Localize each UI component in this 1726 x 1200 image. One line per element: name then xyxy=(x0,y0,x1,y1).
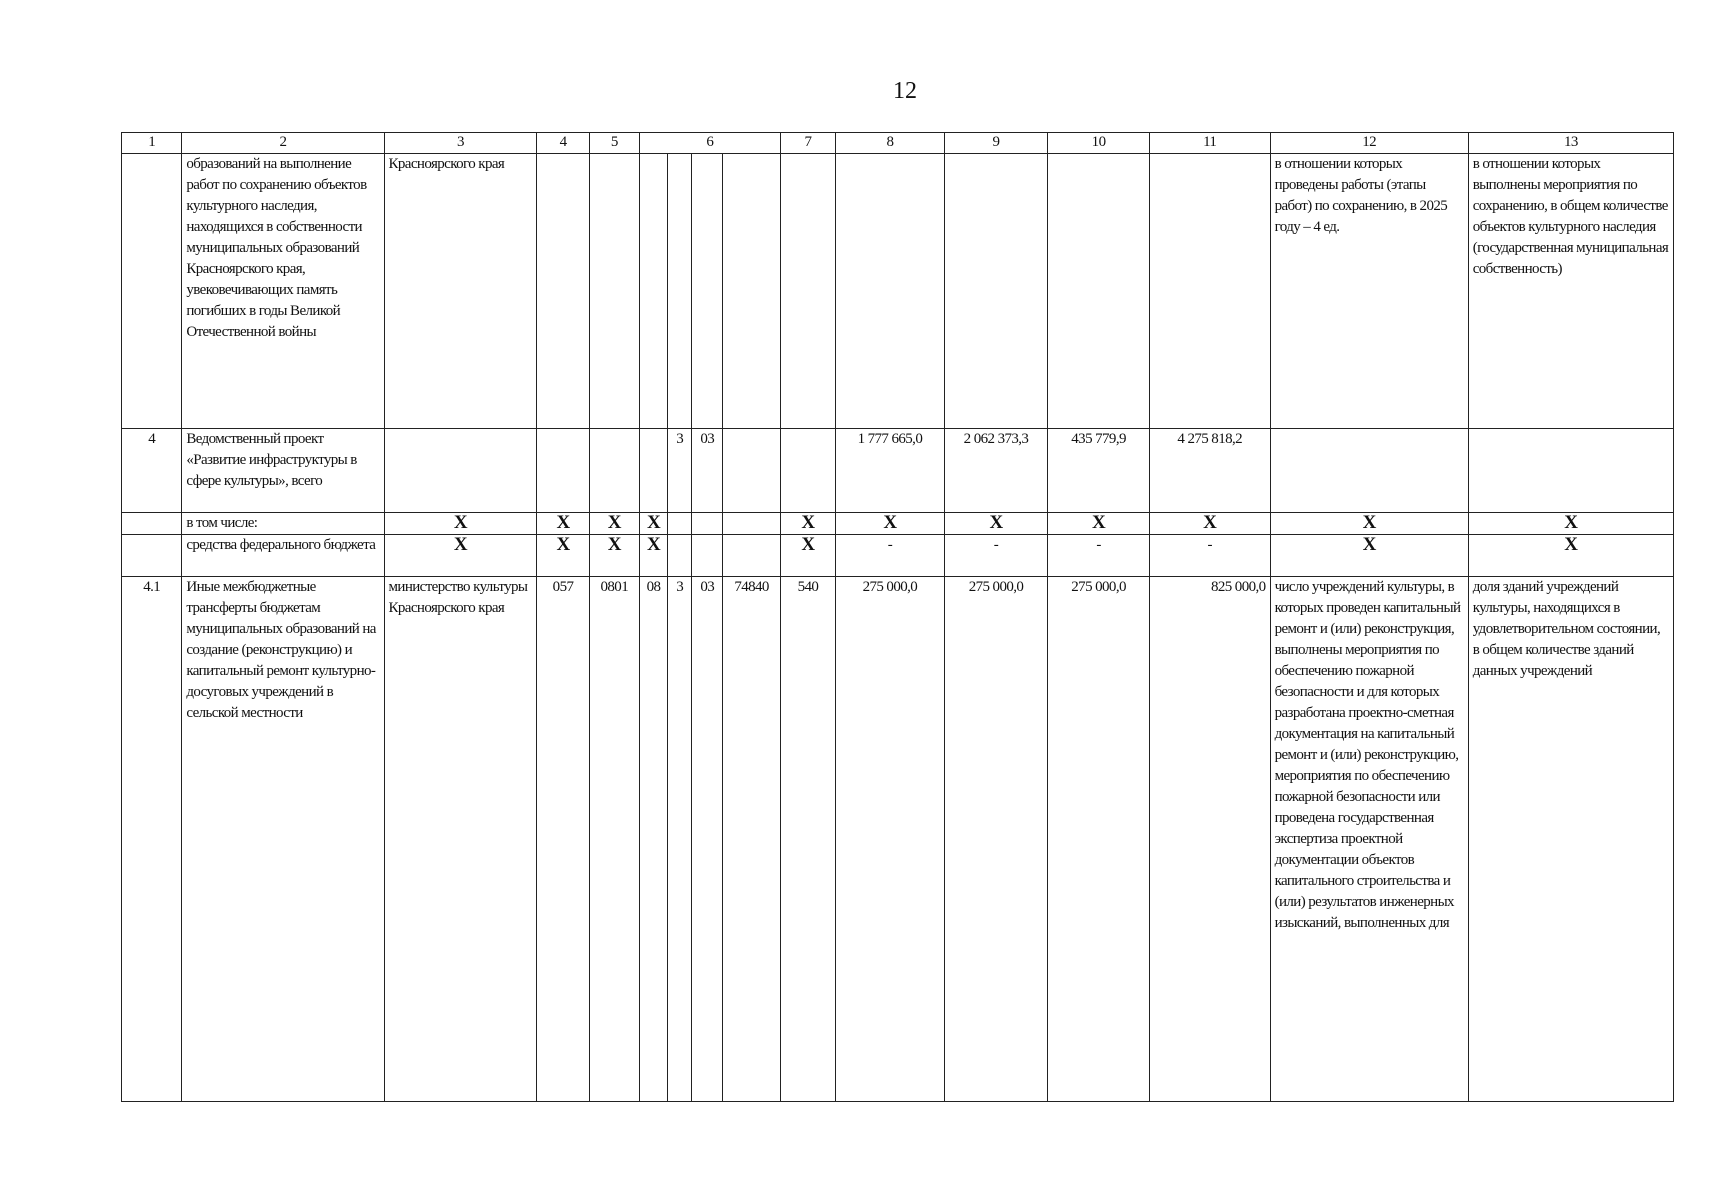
cell-dash: - xyxy=(944,535,1048,577)
cell-number: 4 xyxy=(122,429,182,513)
table-row-including xyxy=(122,513,1674,535)
cell-g6-program: 3 xyxy=(668,577,692,1102)
cell-gr-code: 057 xyxy=(537,577,589,1102)
header-col-1: 1 xyxy=(122,133,182,154)
cell-x: X xyxy=(384,535,537,577)
cell-name: в том числе: xyxy=(182,513,384,535)
cell-x: X xyxy=(384,513,537,535)
cell-dash: - xyxy=(1149,535,1270,577)
cell-x: X xyxy=(1270,535,1468,577)
cell-total: 825 000,0 xyxy=(1149,577,1270,1102)
cell-2024: 1 777 665,0 xyxy=(836,429,945,513)
header-col-4: 4 xyxy=(537,133,589,154)
cell-name: Иные межбюджетные трансферты бюджетам муниципальных образований на создание (реконструкцию) и капитальный ремонт культурно-досуговых учреждений в сельской местности xyxy=(182,577,384,1102)
cell-g6-direction: 74840 xyxy=(723,577,780,1102)
header-col-6: 6 xyxy=(639,133,780,154)
cell-dash: - xyxy=(836,535,945,577)
cell-x: X xyxy=(537,513,589,535)
cell-x: X xyxy=(780,535,835,577)
cell-2025: 2 062 373,3 xyxy=(944,429,1048,513)
cell-x: X xyxy=(589,535,639,577)
cell-x: X xyxy=(1149,513,1270,535)
header-col-8: 8 xyxy=(836,133,945,154)
cell-name: Ведомственный проект «Развитие инфраструктуры в сфере культуры», всего xyxy=(182,429,384,513)
header-col-7: 7 xyxy=(780,133,835,154)
cell-dash: - xyxy=(1048,535,1150,577)
header-col-5: 5 xyxy=(589,133,639,154)
header-col-2: 2 xyxy=(182,133,384,154)
table-row-4 xyxy=(122,429,1674,513)
cell-g6-subprogram: 03 xyxy=(692,577,723,1102)
cell-result: в отношении которых проведены работы (этапы работ) по сохранению, в 2025 году – 4 ед. xyxy=(1270,154,1468,429)
cell-total: 4 275 818,2 xyxy=(1149,429,1270,513)
header-col-10: 10 xyxy=(1048,133,1150,154)
header-col-13: 13 xyxy=(1468,133,1673,154)
cell-g6-program: 3 xyxy=(668,429,692,513)
cell-x: X xyxy=(1048,513,1150,535)
table-row-4-1 xyxy=(122,577,1674,1102)
cell-x: X xyxy=(589,513,639,535)
cell-x: X xyxy=(537,535,589,577)
cell-x: X xyxy=(1468,513,1673,535)
cell-indicator: доля зданий учреждений культуры, находящихся в удовлетворительном состоянии, в общем количестве зданий данных учреждений xyxy=(1468,577,1673,1102)
cell-x: X xyxy=(1468,535,1673,577)
table-row-continuation xyxy=(122,154,1674,429)
cell-2026: 275 000,0 xyxy=(1048,577,1150,1102)
cell-2026: 435 779,9 xyxy=(1048,429,1150,513)
budget-table xyxy=(121,132,1674,1102)
header-col-12: 12 xyxy=(1270,133,1468,154)
cell-g6-subprogram: 03 xyxy=(692,429,723,513)
cell-x: X xyxy=(780,513,835,535)
cell-executor: Красноярского края xyxy=(384,154,537,429)
page-number: 12 xyxy=(893,78,917,104)
table-row-federal xyxy=(122,535,1674,577)
cell-section-code: 0801 xyxy=(589,577,639,1102)
cell-result: число учреждений культуры, в которых проведен капитальный ремонт и (или) реконструкция, выполнены мероприятия по обеспечению пожарной безопасности и для которых разработана проектно-сметная документация на капитальный ремонт и (или) реконструкцию, мероприятия по обеспечению пожарной безопасности или проведена государственная экспертиза проектной документации объектов капитального строительства и (или) результатов инженерных изысканий, выполненных для xyxy=(1270,577,1468,1102)
cell-indicator: в отношении которых выполнены мероприятия по сохранению, в общем количестве объектов культурного наследия (государственная муниципальная собственность) xyxy=(1468,154,1673,429)
cell-number: 4.1 xyxy=(122,577,182,1102)
cell-x: X xyxy=(639,513,667,535)
cell-2024: 275 000,0 xyxy=(836,577,945,1102)
header-col-3: 3 xyxy=(384,133,537,154)
cell-x: X xyxy=(836,513,945,535)
cell-executor: министерство культуры Красноярского края xyxy=(384,577,537,1102)
cell-name: образований на выполнение работ по сохранению объектов культурного наследия, находящихся в собственности муниципальных образований Красноярского края, увековечивающих память погибших в годы Великой Отечественной войны xyxy=(182,154,384,429)
cell-2025: 275 000,0 xyxy=(944,577,1048,1102)
header-col-11: 11 xyxy=(1149,133,1270,154)
cell-g6-part1: 08 xyxy=(639,577,667,1102)
cell-x: X xyxy=(639,535,667,577)
cell-expense-type: 540 xyxy=(780,577,835,1102)
cell-name: средства федерального бюджета xyxy=(182,535,384,577)
header-col-9: 9 xyxy=(944,133,1048,154)
column-number-row xyxy=(122,133,1674,154)
cell-x: X xyxy=(944,513,1048,535)
cell-x: X xyxy=(1270,513,1468,535)
